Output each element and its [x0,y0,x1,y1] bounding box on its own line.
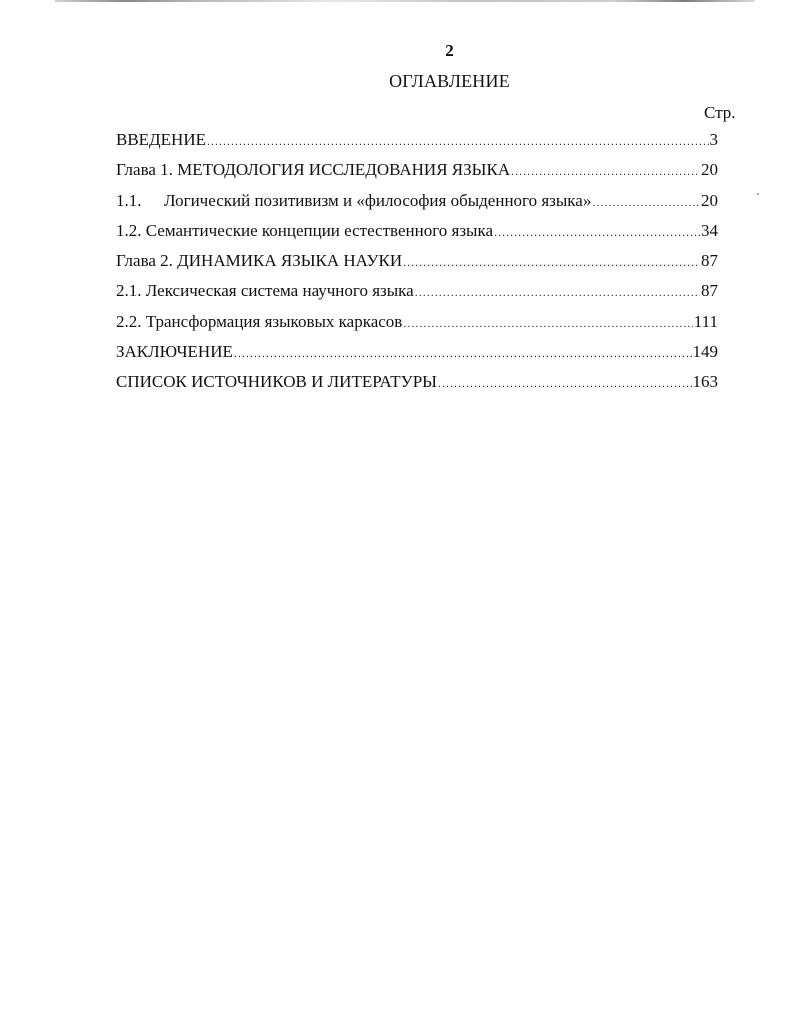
toc-entry-page: 87 [701,281,718,301]
dot-leader [438,373,692,393]
dot-leader [403,313,692,333]
dot-leader [511,161,700,181]
dot-leader [403,252,700,272]
dot-leader [494,222,700,242]
toc-entry-text: 1.2. Семантические концепции естественного языка [116,220,494,240]
toc-title: ОГЛАВЛЕНИЕ [389,71,510,91]
toc-entry-text: 2.1. Лексическая система научного языка [116,281,414,301]
toc-entry-text: СПИСОК ИСТОЧНИКОВ И ЛИТЕРАТУРЫ [116,372,437,392]
toc-entry-section-2-1 [116,281,718,311]
toc-entry-text: 2.2. Трансформация языковых каркасов [116,311,403,331]
toc-entry-conclusion [116,342,718,372]
page-number: 2 [445,41,454,60]
toc-entry-number: 1.1. [116,190,142,210]
dot-leader [234,343,692,363]
toc-entry-text-wrap [116,191,591,211]
dot-leader [207,131,709,151]
toc-entry-page: 87 [701,251,718,271]
toc-entry-section-1-2 [116,221,718,251]
toc-entry-page: 20 [701,190,718,210]
toc-entry-page: 3 [709,130,718,149]
toc-entry-text: Логический позитивизм и «философия обыденного языка» [164,190,592,210]
toc-entry-text: ЗАКЛЮЧЕНИЕ [116,342,233,362]
toc-entry-section-2-2 [116,312,718,342]
toc-entry-chapter-2 [116,251,718,281]
toc-entry-page: 111 [693,311,718,331]
scan-speck [757,193,759,195]
toc-entry-page: 20 [701,160,718,180]
toc-entry-introduction [116,130,718,160]
toc-entry-references [116,372,718,402]
dot-leader [415,282,700,302]
toc-entry-page: 163 [692,372,718,392]
toc-entry-text: ВВЕДЕНИЕ [116,130,206,149]
dot-leader [592,192,700,212]
toc-entry-text: Глава 1. МЕТОДОЛОГИЯ ИССЛЕДОВАНИЯ ЯЗЫКА [116,160,511,180]
toc-entry-page: 149 [692,342,718,362]
toc-entry-text: Глава 2. ДИНАМИКА ЯЗЫКА НАУКИ [116,251,403,271]
page-column-label: Стр. [704,103,736,122]
toc-entry-page: 34 [701,220,718,240]
scan-edge-artifact [55,0,755,2]
toc-entry-section-1-1 [116,191,718,221]
table-of-contents [116,130,718,403]
toc-entry-chapter-1 [116,160,718,190]
